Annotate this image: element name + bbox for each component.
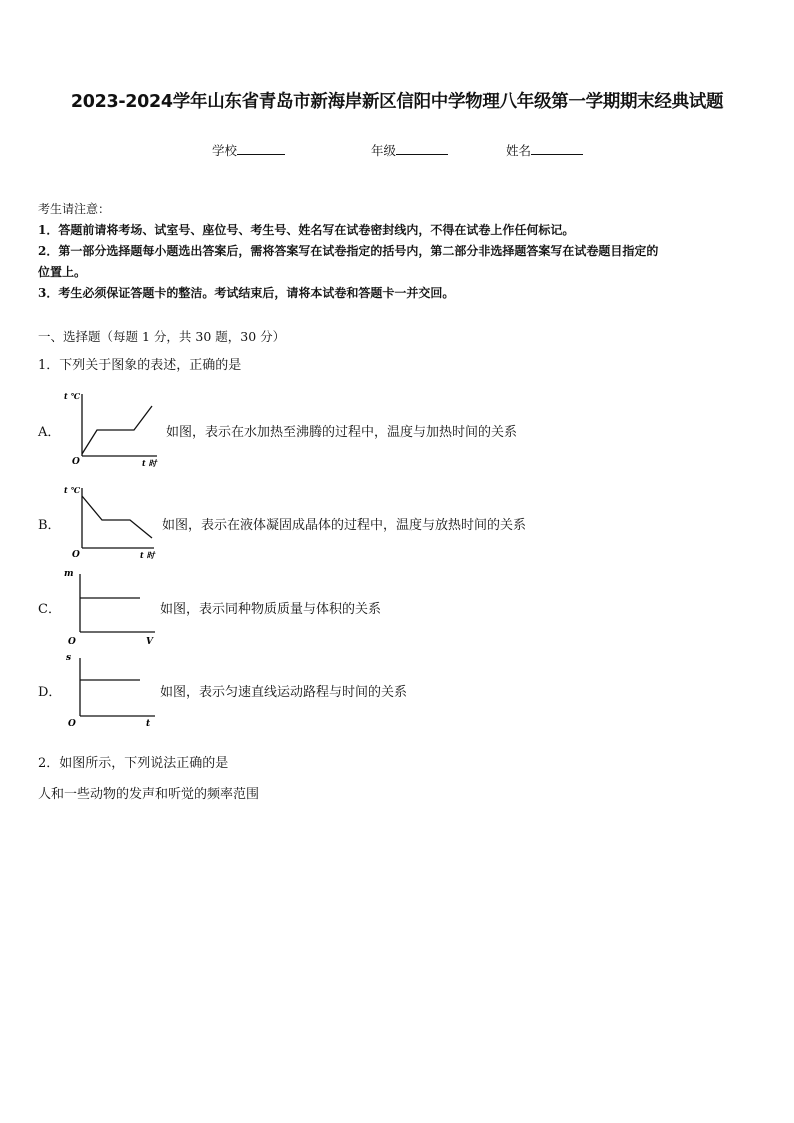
option-a-x-axis-label: t 时 <box>142 458 157 468</box>
option-c-text: 如图，表示同种物质质量与体积的关系 <box>160 602 382 617</box>
option-c-origin-label: O <box>68 637 76 646</box>
option-a-letter: A． <box>38 425 61 440</box>
option-c-letter: C． <box>38 602 61 617</box>
option-c-y-axis-label: m <box>64 569 74 579</box>
notice-heading: 考生请注意： <box>38 202 111 216</box>
notice-item: 2．第一部分选择题每小题选出答案后，需将答案写在试卷指定的括号内，第二部分非选择题答案写在试卷题目指定的 <box>38 244 659 258</box>
option-a-graph <box>62 386 166 468</box>
section-heading: 一、选择题（每题 1 分，共 30 题，30 分） <box>38 329 286 344</box>
grade-blank <box>396 142 448 155</box>
option-d-letter: D． <box>38 685 62 700</box>
option-a-text: 如图，表示在水加热至沸腾的过程中，温度与加热时间的关系 <box>166 425 518 440</box>
notice-item: 1．答题前请将考场、试室号、座位号、考生号、姓名写在试卷密封线内，不得在试卷上作任何标记。 <box>38 223 575 237</box>
option-b-y-axis-label: t ℃ <box>64 485 81 495</box>
grade-field <box>371 141 448 159</box>
option-b-letter: B． <box>38 518 61 533</box>
option-a-origin-label: O <box>72 457 80 467</box>
option-b-text: 如图，表示在液体凝固成晶体的过程中，温度与放热时间的关系 <box>162 518 527 533</box>
notice-item: 3．考生必须保证答题卡的整洁。考试结束后，请将本试卷和答题卡一并交回。 <box>38 286 455 300</box>
option-b-graph <box>62 480 162 562</box>
option-d-text: 如图，表示匀速直线运动路程与时间的关系 <box>160 685 408 700</box>
option-c-x-axis-label: V <box>146 637 153 646</box>
question-1-stem: 1．下列关于图象的表述，正确的是 <box>38 358 242 373</box>
name-field <box>506 141 583 159</box>
question-2-caption: 人和一些动物的发声和听觉的频率范围 <box>38 787 260 802</box>
school-field <box>212 141 285 159</box>
question-2-stem: 2．如图所示，下列说法正确的是 <box>38 756 229 771</box>
name-blank <box>531 142 583 155</box>
exam-title: 2023-2024学年山东省青岛市新海岸新区信阳中学物理八年级第一学期期末经典试题 <box>70 92 724 112</box>
option-d-x-axis-label: t <box>146 719 151 729</box>
school-label: 学校 <box>212 143 238 158</box>
option-d-graph <box>60 648 160 730</box>
option-a-y-axis-label: t ℃ <box>64 391 81 401</box>
school-blank <box>237 142 285 155</box>
option-d-origin-label: O <box>68 719 76 729</box>
option-b-x-axis-label: t 时 <box>140 550 155 560</box>
notice-block <box>38 199 768 304</box>
option-d-y-axis-label: s <box>66 653 72 663</box>
grade-label: 年级 <box>371 143 397 158</box>
option-c-graph <box>60 564 160 646</box>
option-b-origin-label: O <box>72 550 80 560</box>
notice-item: 位置上。 <box>38 265 87 279</box>
name-label: 姓名 <box>506 143 532 158</box>
